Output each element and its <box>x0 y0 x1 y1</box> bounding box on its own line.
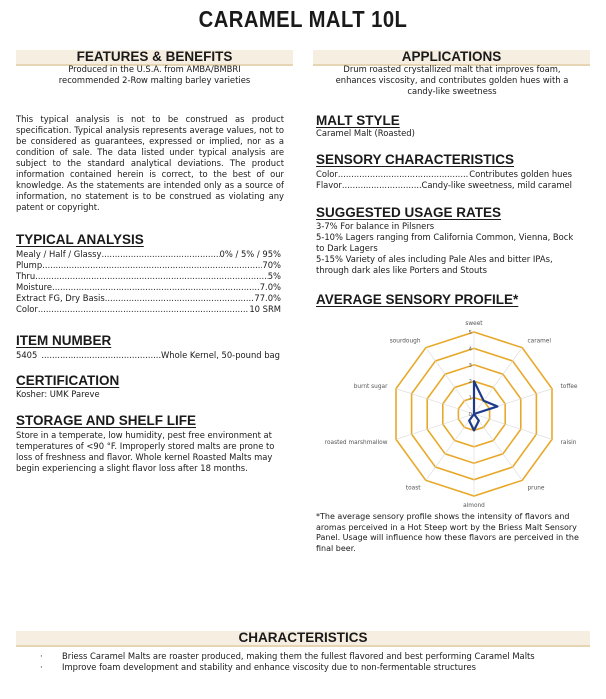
characteristic-item: · Briess Caramel Malts are roaster produced, making them the fullest flavored and best performing Caramel Malts <box>40 651 595 662</box>
analysis-row: Moisture ..... 7.0% <box>16 282 281 293</box>
features-line-2: recommended 2-Row malting barley varieties <box>58 75 251 85</box>
malt-style-heading: MALT STYLE <box>316 113 400 128</box>
radar-axis-label: caramel <box>527 338 551 345</box>
characteristics-heading: CHARACTERISTICS <box>238 630 368 645</box>
sensory-heading: SENSORY CHARACTERISTICS <box>316 152 515 167</box>
features-line-1: Produced in the U.S.A. from AMBA/BMBRI <box>68 64 241 74</box>
usage-heading: SUGGESTED USAGE RATES <box>316 205 502 220</box>
radar-spoke <box>474 414 522 480</box>
radar-axis-label: sweet <box>465 321 483 327</box>
usage-text <box>316 221 581 276</box>
analysis-row: Extract FG, Dry Basis ..... 77.0% <box>16 293 281 304</box>
disclaimer-text: This typical analysis is not to be construed as product specification. Typical analysis represents average values, not to be considered as guarantees, expressed or implied, nor as a condition of sale. The data listed under typical analysis are subject to the standard analytical deviations. The product information contained herein is correct, to the best of our knowledge. As the statements are intended only as a source of information, no statement is to be construed as violating any patent or copyright. <box>16 114 284 212</box>
storage-heading: STORAGE AND SHELF LIFE <box>16 413 197 428</box>
radar-axis-label: almond <box>463 503 485 509</box>
profile-heading: AVERAGE SENSORY PROFILE* <box>316 292 519 307</box>
analysis-row: Plump ..... 70% <box>16 260 281 271</box>
certification-heading: CERTIFICATION <box>16 373 120 388</box>
radar-axis-label: toast <box>405 485 421 492</box>
radar-tick-label: 2 <box>468 379 472 386</box>
analysis-row: Color ..... 10 SRM <box>16 304 281 315</box>
sensory-table <box>316 169 572 191</box>
sensory-row: Flavor ..... Candy-like sweetness, mild caramel <box>316 180 572 191</box>
applications-text: Drum roasted crystallized malt that improves foam, enhances viscosity, and contributes golden hues with a candy-like sweetness <box>335 64 569 96</box>
radar-axis-label: toffee <box>560 383 578 390</box>
typical-analysis-heading: TYPICAL ANALYSIS <box>16 232 144 247</box>
characteristics-list <box>40 651 595 673</box>
characteristics-banner <box>16 631 590 647</box>
radar-axis-label: raisin <box>560 440 577 447</box>
radar-axis-label: roasted marshmallow <box>324 440 388 447</box>
certification-text: Kosher: UMK Pareve <box>16 389 100 399</box>
page-title: CARAMEL MALT 10L <box>198 6 408 32</box>
analysis-row: Thru ..... 5% <box>16 271 281 282</box>
radar-axis-label: prune <box>527 485 545 492</box>
usage-line: 3-7% For balance in Pilsners <box>316 221 435 231</box>
item-number-row: 5405 ..... Whole Kernel, 50-pound bag <box>16 350 280 361</box>
radar-spoke <box>474 348 522 414</box>
typical-analysis-table <box>16 249 281 315</box>
radar-tick-label: 0 <box>468 412 472 418</box>
radar-tick-label: 4 <box>468 346 472 353</box>
usage-line: 5-10% Lagers ranging from California Common, Vienna, Bock to Dark Lagers <box>316 232 574 253</box>
features-heading: FEATURES & BENEFITS <box>76 49 233 64</box>
characteristic-item: · Improve foam development and stability and enhance viscosity due to non-fermentable structures <box>40 662 595 673</box>
sensory-row: Color ..... Contributes golden hues <box>316 169 572 180</box>
radar-tick-label: 3 <box>468 362 472 369</box>
radar-axis-label: burnt sugar <box>353 383 388 390</box>
radar-tick-label: 1 <box>468 395 472 402</box>
radar-spoke <box>396 389 474 414</box>
usage-line: 5-15% Variety of ales including Pale Ales and bitter IPAs, through dark ales like Porters and Stouts <box>316 254 553 275</box>
radar-spoke <box>426 414 474 480</box>
radar-axis-label: sourdough <box>389 338 421 345</box>
storage-text: Store in a temperate, low humidity, pest free environment at temperatures of <90 °F. Improperly stored malts are prone to loss of freshness and flavor. Whole kernel Roasted Malts may begin experiencing a slight flavor loss after 18 months. <box>16 430 275 473</box>
radar-spoke <box>396 414 474 439</box>
radar-spoke <box>474 414 552 439</box>
profile-note: *The average sensory profile shows the intensity of flavors and aromas perceived in a Hot Steep wort by the Briess Malt Sensory Panel. Usage will influence how these flavors are perceived in the final beer. <box>316 512 579 553</box>
sensory-radar-chart <box>316 312 606 512</box>
features-text <box>16 64 293 86</box>
analysis-row: Mealy / Half / Glassy ..... 0% / 5% / 95% <box>16 249 281 260</box>
radar-tick-label: 5 <box>468 330 472 336</box>
applications-heading: APPLICATIONS <box>401 49 502 64</box>
malt-style-text: Caramel Malt (Roasted) <box>316 128 415 138</box>
item-number-heading: ITEM NUMBER <box>16 333 112 348</box>
radar-spoke <box>426 348 474 414</box>
